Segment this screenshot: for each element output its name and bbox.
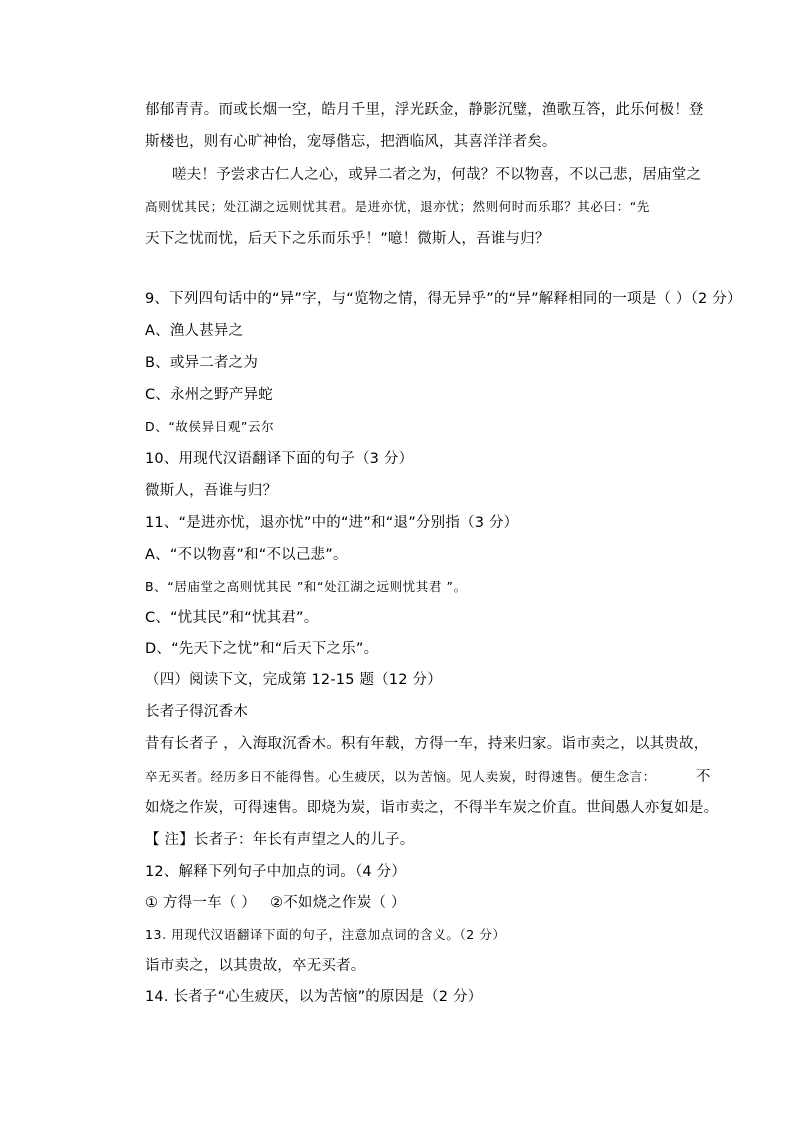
- reading-text-segment: 卒无买者。经历多日不能得售。心生疲厌，以为苦恼。见人卖炭，时得速售。便生念言：: [145, 769, 656, 784]
- passage-line: 郁郁青青。而或长烟一空，皓月千里，浮光跃金，静影沉璧，渔歌互答，此乐何极！登: [145, 102, 704, 118]
- passage-line: 斯楼也，则有心旷神怡，宠辱偕忘，把酒临风，其喜洋洋者矣。: [145, 134, 557, 150]
- question-9-option-d: D、“故侯异日观”云尔: [145, 419, 275, 434]
- question-11-stem: 11、“是进亦忧，退亦忧”中的“进”和“退”分别指（3 分）: [145, 515, 519, 531]
- question-12-stem: 12、解释下列句子中加点的词。（4 分）: [145, 864, 407, 880]
- question-14-stem: 14. 长者子“心生疲厌，以为苦恼”的原因是（2 分）: [145, 989, 483, 1005]
- reading-text-segment: 不: [695, 769, 712, 785]
- question-11-option-c: C、“忧其民”和“忧其君”。: [145, 610, 319, 626]
- reading-note: 【 注】长者子：年长有声望之人的儿子。: [145, 832, 415, 848]
- question-9-stem: 9、下列四句话中的“异”字，与“览物之情，得无异乎”的“异”解释相同的一项是（ ）（2 分）: [145, 291, 742, 307]
- reading-title: 长者子得沉香木: [145, 704, 248, 720]
- question-11-option-d: D、“先天下之忧”和“后天下之乐”。: [145, 641, 379, 657]
- question-11-option-a: A、“不以物喜”和“不以己悲”。: [145, 547, 348, 563]
- passage-line: 高则忧其民；处江湖之远则忧其君。是进亦忧，退亦忧；然则何时而乐耶？其必曰：“先: [145, 199, 650, 214]
- passage-line: 天下之忧而忧，后天下之乐而乐乎！”噫！微斯人，吾谁与归？: [145, 231, 550, 247]
- question-9-option-b: B、或异二者之为: [145, 355, 259, 371]
- question-12-item-1: ① 方得一车（ ）: [145, 895, 257, 911]
- question-9-option-c: C、永州之野产异蛇: [145, 387, 273, 403]
- question-10-stem: 10、用现代汉语翻译下面的句子（3 分）: [145, 451, 414, 467]
- passage-line: 嗟夫！予尝求古仁人之心，或异二者之为，何哉？不以物喜，不以己悲，居庙堂之: [172, 167, 702, 183]
- question-10-sentence: 微斯人，吾谁与归？: [145, 483, 278, 499]
- question-9-option-a: A、渔人甚异之: [145, 323, 244, 339]
- reading-text-line: 如烧之作炭，可得速售。即烧为炭，诣市卖之，不得半车炭之价直。世间愚人亦复如是。: [145, 800, 719, 816]
- question-12-items: [145, 893, 406, 913]
- question-11-option-b: B、“居庙堂之高则忧其民 ”和“处江湖之远则忧其君 ”。: [145, 579, 467, 594]
- reading-text-line: [145, 767, 711, 787]
- question-13-stem: 13. 用现代汉语翻译下面的句子，注意加点词的含义。（2 分）: [145, 927, 506, 942]
- reading-text-line: 昔有长者子 ，入海取沉香木。积有年载，方得一车，持来归家。诣市卖之，以其贵故，: [145, 736, 709, 752]
- question-13-sentence: 诣市卖之，以其贵故，卒无买者。: [145, 958, 366, 974]
- section-4-heading: （四）阅读下文，完成第 12-15 题（12 分）: [145, 672, 442, 688]
- question-12-item-2: ②不如烧之作炭（ ）: [270, 895, 406, 911]
